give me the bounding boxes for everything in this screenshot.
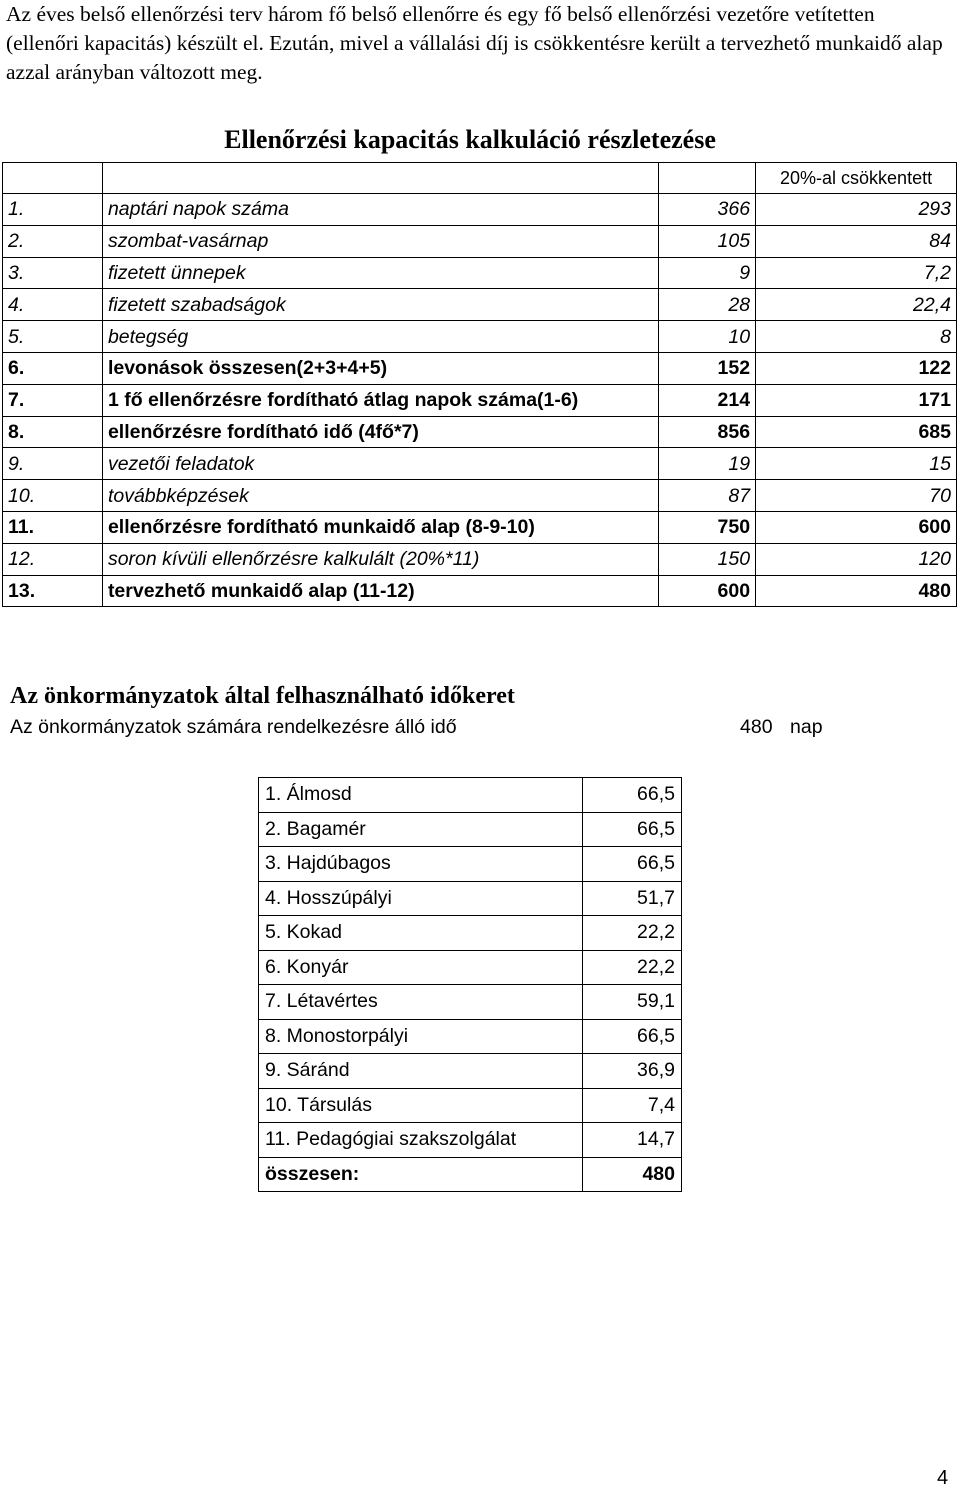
row-number: 5. [3, 321, 103, 353]
row-value: 10 [659, 321, 756, 353]
row-reduced-value: 293 [756, 194, 957, 226]
capacity-row [3, 194, 957, 226]
municipality-name: 7. Létavértes [259, 985, 583, 1020]
municipality-days: 22,2 [583, 950, 682, 985]
row-label: soron kívüli ellenőrzésre kalkulált (20%*11) [102, 543, 658, 575]
municipality-row [259, 812, 682, 847]
row-reduced-value: 171 [756, 384, 957, 416]
municipality-name: 4. Hosszúpályi [259, 881, 583, 916]
row-reduced-value: 70 [756, 480, 957, 512]
row-number: 13. [3, 575, 103, 607]
capacity-row [3, 384, 957, 416]
row-number: 3. [3, 257, 103, 289]
row-label: tervezhető munkaidő alap (11-12) [102, 575, 658, 607]
capacity-row [3, 575, 957, 607]
municipality-days: 36,9 [583, 1054, 682, 1089]
page-number: 4 [937, 1467, 949, 1489]
capacity-row [3, 257, 957, 289]
available-time-label: Az önkormányzatok számára rendelkezésre álló idő [10, 716, 457, 738]
row-reduced-value: 8 [756, 321, 957, 353]
row-label: szombat-vasárnap [102, 225, 658, 257]
municipality-days: 66,5 [583, 778, 682, 813]
municipality-days: 22,2 [583, 916, 682, 951]
capacity-row [3, 511, 957, 543]
row-label: fizetett ünnepek [102, 257, 658, 289]
municipality-row [259, 1054, 682, 1089]
row-value: 150 [659, 543, 756, 575]
capacity-row [3, 225, 957, 257]
row-label: 1 fő ellenőrzésre fordítható átlag napok száma(1-6) [102, 384, 658, 416]
row-label: levonások összesen(2+3+4+5) [102, 352, 658, 384]
municipality-row [259, 778, 682, 813]
capacity-row [3, 480, 957, 512]
row-number: 4. [3, 289, 103, 321]
row-value: 19 [659, 448, 756, 480]
municipality-row [259, 1019, 682, 1054]
capacity-header-row [3, 163, 957, 194]
municipality-days: 66,5 [583, 847, 682, 882]
row-reduced-value: 22,4 [756, 289, 957, 321]
municipality-total-row [259, 1157, 682, 1192]
row-reduced-value: 480 [756, 575, 957, 607]
municipality-name: 11. Pedagógiai szakszolgálat [259, 1123, 583, 1158]
municipality-name: 10. Társulás [259, 1088, 583, 1123]
total-value: 480 [583, 1157, 682, 1192]
row-value: 105 [659, 225, 756, 257]
municipality-name: 5. Kokad [259, 916, 583, 951]
row-reduced-value: 600 [756, 511, 957, 543]
municipality-name: 9. Sáránd [259, 1054, 583, 1089]
row-value: 750 [659, 511, 756, 543]
row-number: 7. [3, 384, 103, 416]
municipality-days: 66,5 [583, 1019, 682, 1054]
municipality-days: 66,5 [583, 812, 682, 847]
row-label: ellenőrzésre fordítható munkaidő alap (8-9-10) [102, 511, 658, 543]
municipality-row [259, 1088, 682, 1123]
row-value: 9 [659, 257, 756, 289]
municipality-row [259, 950, 682, 985]
row-reduced-value: 120 [756, 543, 957, 575]
row-reduced-value: 685 [756, 416, 957, 448]
row-reduced-value: 122 [756, 352, 957, 384]
row-label: betegség [102, 321, 658, 353]
row-reduced-value: 15 [756, 448, 957, 480]
row-label: naptári napok száma [102, 194, 658, 226]
intro-paragraph: Az éves belső ellenőrzési terv három fő belső ellenőrre és egy fő belső ellenőrzési vezetőre vetítetten (ellenőri kapacitás) készült el. Ezután, mivel a vállalási díj is csökkentésre került a tervezhető munkaidő alap azzal arányban változott meg. [6, 2, 943, 84]
row-value: 87 [659, 480, 756, 512]
municipality-row [259, 985, 682, 1020]
row-value: 366 [659, 194, 756, 226]
capacity-row [3, 289, 957, 321]
row-label: továbbképzések [102, 480, 658, 512]
row-number: 8. [3, 416, 103, 448]
municipality-name: 6. Konyár [259, 950, 583, 985]
municipality-days: 14,7 [583, 1123, 682, 1158]
municipality-days: 51,7 [583, 881, 682, 916]
municipality-days: 59,1 [583, 985, 682, 1020]
municipality-name: 2. Bagamér [259, 812, 583, 847]
capacity-table [2, 162, 957, 607]
municipality-row [259, 881, 682, 916]
row-value: 214 [659, 384, 756, 416]
capacity-row [3, 321, 957, 353]
available-time-value: 480 [740, 716, 773, 738]
municipality-row [259, 1123, 682, 1158]
municipality-row [259, 847, 682, 882]
row-value: 856 [659, 416, 756, 448]
capacity-row [3, 416, 957, 448]
row-number: 2. [3, 225, 103, 257]
row-value: 152 [659, 352, 756, 384]
row-number: 12. [3, 543, 103, 575]
municipality-table [258, 777, 682, 1192]
row-reduced-value: 7,2 [756, 257, 957, 289]
municipality-row [259, 916, 682, 951]
available-time-unit: nap [790, 716, 823, 738]
row-label: fizetett szabadságok [102, 289, 658, 321]
row-value: 600 [659, 575, 756, 607]
capacity-row [3, 543, 957, 575]
total-label: összesen: [259, 1157, 583, 1192]
municipality-days: 7,4 [583, 1088, 682, 1123]
capacity-table-title: Ellenőrzési kapacitás kalkuláció részletezése [224, 125, 716, 154]
row-label: vezetői feladatok [102, 448, 658, 480]
municipality-name: 8. Monostorpályi [259, 1019, 583, 1054]
capacity-row [3, 352, 957, 384]
row-number: 1. [3, 194, 103, 226]
row-number: 6. [3, 352, 103, 384]
row-reduced-value: 84 [756, 225, 957, 257]
row-value: 28 [659, 289, 756, 321]
reduced-column-header: 20%-al csökkentett [756, 163, 957, 194]
row-number: 11. [3, 511, 103, 543]
row-number: 10. [3, 480, 103, 512]
municipality-name: 3. Hajdúbagos [259, 847, 583, 882]
row-number: 9. [3, 448, 103, 480]
allocation-title: Az önkormányzatok által felhasználható időkeret [10, 683, 515, 709]
capacity-row [3, 448, 957, 480]
municipality-name: 1. Álmosd [259, 778, 583, 813]
row-label: ellenőrzésre fordítható idő (4fő*7) [102, 416, 658, 448]
